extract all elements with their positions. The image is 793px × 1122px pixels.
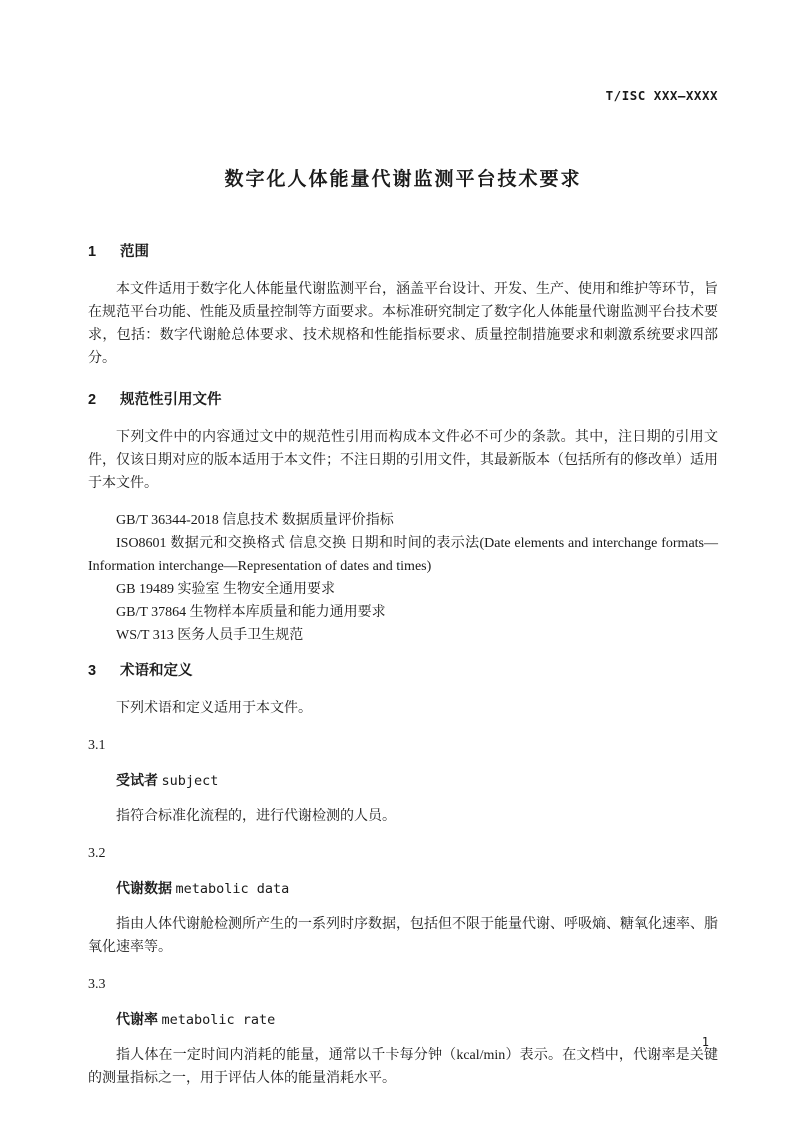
term-definition-subject: 指符合标准化流程的，进行代谢检测的人员。 — [116, 809, 396, 824]
document-title: 数字化人体能量代谢监测平台技术要求 — [224, 169, 582, 190]
section-3-title: 术语和定义 — [120, 663, 193, 679]
term-en-label: metabolic data — [175, 881, 290, 897]
section-2-number: 2 — [88, 392, 97, 408]
term-entry-subject — [88, 769, 718, 793]
section-2-intro-paragraph: 下列文件中的内容通过文中的规范性引用而构成本文件必不可少的条款。其中，注日期的引用文件，仅该日期对应的版本适用于本文件；不注日期的引用文件，其最新版本（包括所有的修改单）适用于本文件。 — [88, 430, 718, 491]
term-definition-metabolic-rate: 指人体在一定时间内消耗的能量，通常以千卡每分钟（kcal/min）表示。在文档中，代谢率是关键的测量指标之一，用于评估人体的能量消耗水平。 — [88, 1048, 718, 1086]
term-en-label: subject — [161, 773, 219, 789]
term-zh-label: 代谢数据 — [116, 880, 172, 896]
reference-item: GB/T 36344-2018 信息技术 数据质量评价指标 — [116, 513, 394, 528]
clause-number-3-2: 3.2 — [88, 846, 106, 861]
section-1-number: 1 — [88, 244, 97, 260]
term-entry-metabolic-data — [88, 877, 718, 901]
term-definition-metabolic-data: 指由人体代谢舱检测所产生的一系列时序数据，包括但不限于能量代谢、呼吸熵、糖氧化速率、脂氧化速率等。 — [88, 917, 718, 955]
normative-references-list — [88, 509, 718, 647]
section-2-title: 规范性引用文件 — [120, 392, 222, 408]
section-1-title: 范围 — [120, 244, 149, 260]
reference-item: GB/T 37864 生物样本库质量和能力通用要求 — [116, 605, 386, 620]
term-zh-label: 受试者 — [116, 772, 158, 788]
reference-item: WS/T 313 医务人员手卫生规范 — [116, 628, 304, 643]
clause-number-3-3: 3.3 — [88, 977, 106, 992]
section-3-number: 3 — [88, 663, 97, 679]
term-zh-label: 代谢率 — [116, 1011, 158, 1027]
section-3-intro-paragraph: 下列术语和定义适用于本文件。 — [116, 701, 312, 716]
section-1-paragraph: 本文件适用于数字化人体能量代谢监测平台，涵盖平台设计、开发、生产、使用和维护等环节，旨在规范平台功能、性能及质量控制等方面要求。本标准研究制定了数字化人体能量代谢监测平台技术要求，包括：数字代谢舱总体要求、技术规格和性能指标要求、质量控制措施要求和刺激系统要求四部分。 — [88, 282, 718, 366]
section-3-heading — [88, 661, 718, 681]
clause-number-3-1: 3.1 — [88, 738, 106, 753]
reference-item: ISO8601 数据元和交换格式 信息交换 日期和时间的表示法(Date elements and interchange formats—Information interchange—Representation of dates and times) — [88, 536, 718, 574]
term-en-label: metabolic rate — [161, 1012, 276, 1028]
page-number: 1 — [701, 1035, 709, 1049]
term-entry-metabolic-rate — [88, 1008, 718, 1032]
section-1-heading — [88, 242, 718, 262]
section-2-heading — [88, 390, 718, 410]
document-reference-number: T/ISC XXX—XXXX — [605, 88, 718, 103]
reference-item: GB 19489 实验室 生物安全通用要求 — [116, 582, 335, 597]
